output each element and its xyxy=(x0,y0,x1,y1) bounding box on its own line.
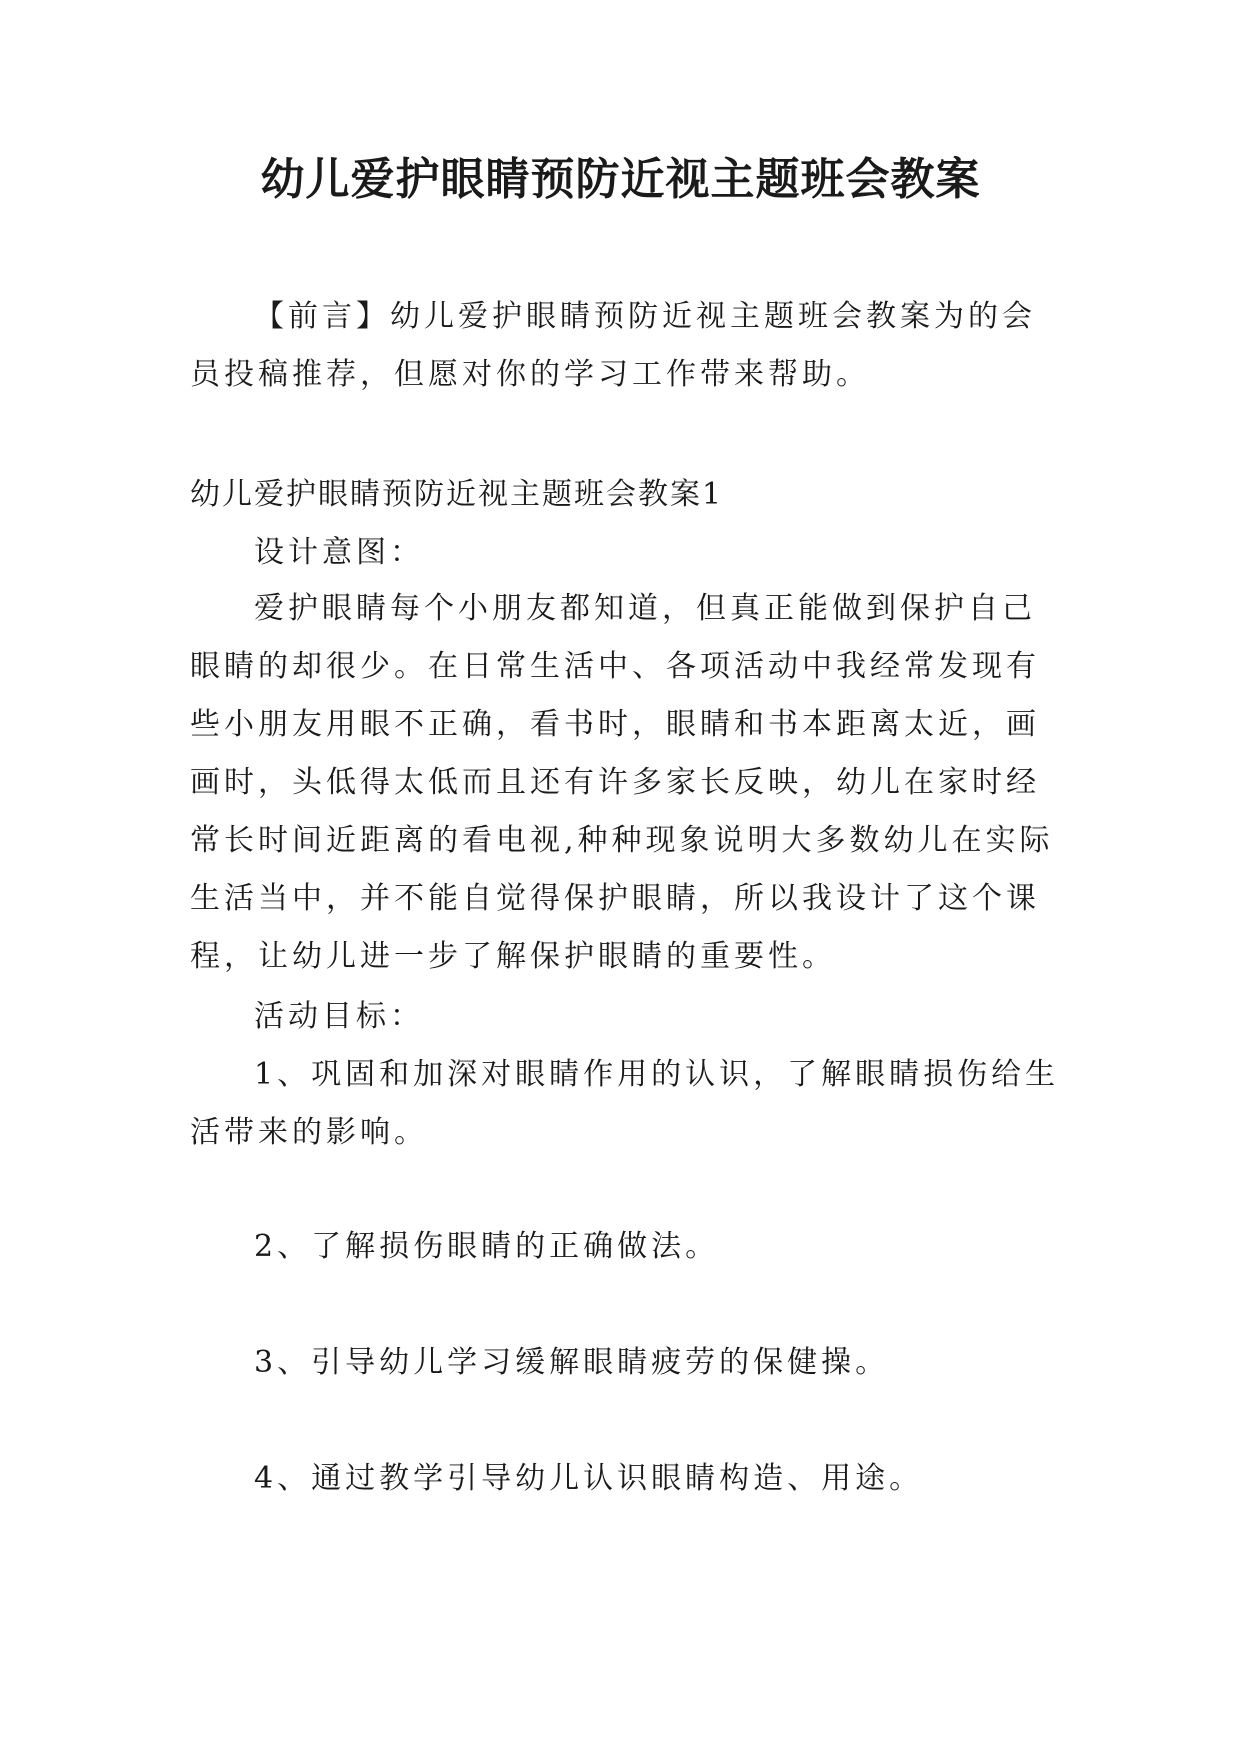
design-intent-paragraph: 爱护眼睛每个小朋友都知道，但真正能做到保护自己眼睛的却很少。在日常生活中、各项活动中我经常发现有些小朋友用眼不正确，看书时，眼睛和书本距离太近，画画时，头低得太低而且还有许多家长反映，幼儿在家时经常长时间近距离的看电视,种种现象说明大多数幼儿在实际生活当中，并不能自觉得保护眼睛，所以我设计了这个课程，让幼儿进一步了解保护眼睛的重要性。 xyxy=(190,591,1054,974)
activity-goals-label: 活动目标： xyxy=(254,999,424,1034)
goal-item-4: 4、通过教学引导幼儿认识眼睛构造、用途。 xyxy=(254,1461,924,1496)
goal-item-3: 3、引导幼儿学习缓解眼睛疲劳的保健操。 xyxy=(254,1345,890,1380)
document-title: 幼儿爱护眼睛预防近视主题班会教案 xyxy=(260,154,981,205)
section-title: 幼儿爱护眼睛预防近视主题班会教案1 xyxy=(190,477,724,512)
design-intent-label: 设计意图： xyxy=(254,535,424,570)
goal-item-1: 1、巩固和加深对眼睛作用的认识，了解眼睛损伤给生活带来的影响。 xyxy=(190,1057,1060,1150)
goal-item-2: 2、了解损伤眼睛的正确做法。 xyxy=(254,1229,720,1264)
intro-paragraph: 【前言】幼儿爱护眼睛预防近视主题班会教案为的会员投稿推荐，但愿对你的学习工作带来帮助。 xyxy=(190,299,1036,392)
